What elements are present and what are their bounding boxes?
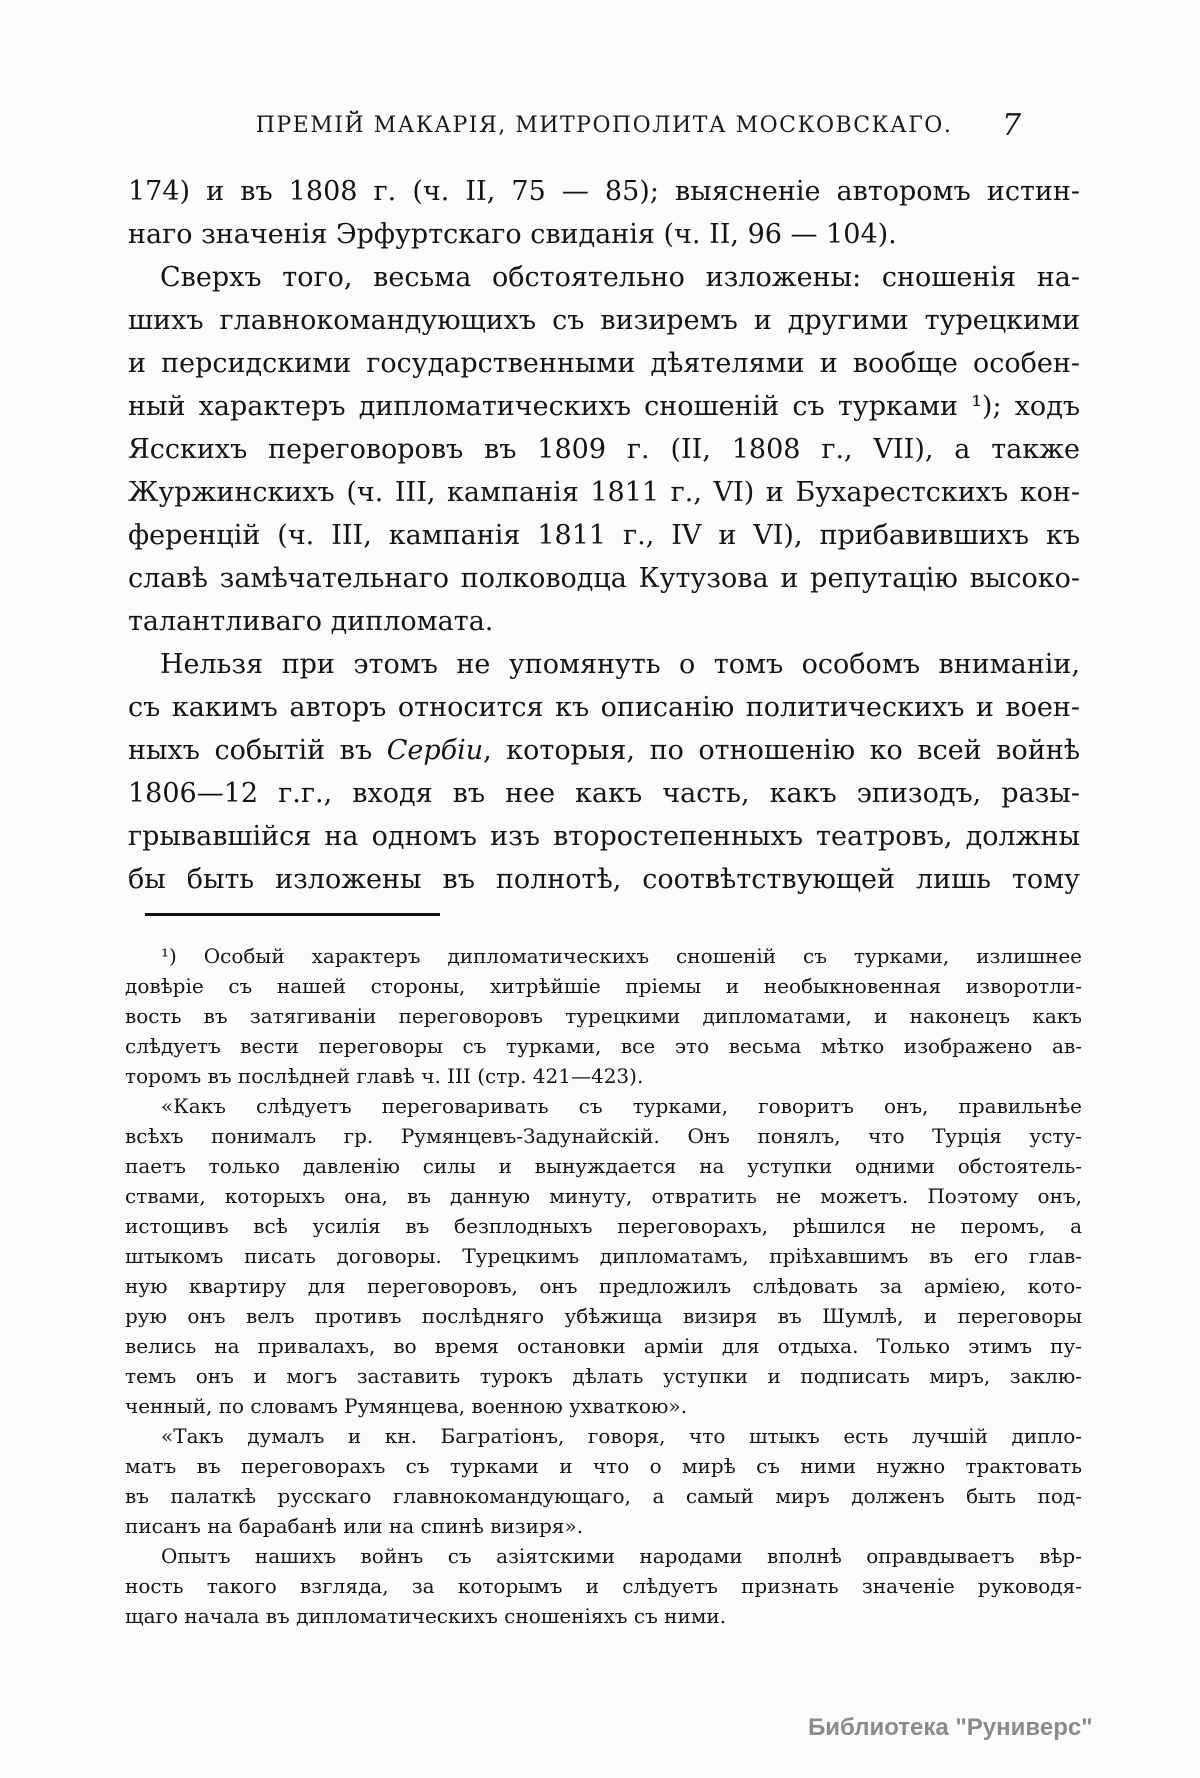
text-segment: шихъ главнокомандующихъ съ визиремъ и другими турецкими [128,305,1080,336]
footnote-line [125,1211,1082,1241]
running-head: ПРЕМІЙ МАКАРІЯ, МИТРОПОЛИТА МОСКОВСКАГО. [255,113,953,138]
main-text-line [128,471,1080,514]
text-segment: штыкомъ писать договоры. Турецкимъ дипломатамъ, пріѣхавшимъ въ его глав- [125,1244,1082,1268]
main-text-line [128,385,1080,428]
footnote-line [125,1271,1082,1301]
main-text-line [128,729,1080,772]
text-segment: Опытъ нашихъ войнъ съ азіятскими народами вполнѣ оправдываетъ вѣр- [161,1544,1082,1568]
text-segment: торомъ въ послѣдней главѣ ч. III (стр. 421—423). [125,1064,644,1088]
main-text-line [128,858,1080,901]
footnote-separator-rule [145,913,440,916]
text-segment: паетъ только давленію силы и вынуждается на уступки одними обстоятель- [125,1154,1082,1178]
footnote-line [125,1481,1082,1511]
text-segment: Нельзя при этомъ не упомянуть о томъ особомъ вниманіи, [160,649,1080,680]
footnote-line [125,1061,1082,1091]
text-segment: ¹) Особый характеръ дипломатическихъ сношеній съ турками, излишнее [161,944,1082,968]
text-segment: матъ въ переговорахъ съ турками и что о мирѣ съ ними нужно трактовать [125,1454,1082,1478]
main-text-line [128,342,1080,385]
text-segment: Ясскихъ переговоровъ въ 1809 г. (II, 1808 г., VII), а также [128,434,1080,465]
footnote-line [125,1451,1082,1481]
text-segment: , которыя, по отношенію ко всей войнѣ [483,735,1080,766]
footnote-line [125,1031,1082,1061]
main-text-line [128,815,1080,858]
text-segment: и персидскими государственными дѣятелями и вообще особен- [128,348,1080,379]
footnote-line [125,1331,1082,1361]
main-text-line [128,643,1080,686]
text-segment: бы быть изложены въ полнотѣ, соотвѣтствующей лишь тому [128,864,1080,895]
text-segment: славѣ замѣчательнаго полководца Кутузова и репутацію высоко- [128,563,1080,594]
footnote-line [125,1181,1082,1211]
footnote-line [125,1571,1082,1601]
footnote-line [125,1511,1082,1541]
text-segment: съ какимъ авторъ относится къ описанію политическихъ и воен- [128,692,1080,723]
main-text-line [128,686,1080,729]
footnote-line [125,1001,1082,1031]
main-text-line [128,428,1080,471]
text-segment: слѣдуетъ вести переговоры съ турками, все это весьма мѣтко изображено ав- [125,1034,1082,1058]
text-segment: 1806—12 г.г., входя въ нее какъ часть, какъ эпизодъ, разы- [128,778,1080,809]
text-segment: въ палаткѣ русскаго главнокомандующаго, а самый миръ долженъ быть под- [125,1484,1082,1508]
text-segment: довѣріе съ нашей стороны, хитрѣйшіе пріемы и необыкновенная изворотли- [125,974,1082,998]
main-text-line [128,600,1080,643]
footnote-line [125,1301,1082,1331]
text-segment: наго значенія Эрфуртскаго свиданія (ч. II, 96 — 104). [128,219,897,250]
text-segment: щаго начала въ дипломатическихъ сношеніяхъ съ ними. [125,1604,727,1628]
main-text-line [128,557,1080,600]
text-segment: ференцій (ч. III, кампанія 1811 г., IV и VI), прибавившихъ къ [128,520,1080,551]
text-segment: «Такъ думалъ и кн. Багратіонъ, говоря, что штыкъ есть лучшій дипло- [161,1424,1082,1448]
text-segment: рую онъ велъ противъ послѣдняго убѣжища визиря въ Шумлѣ, и переговоры [125,1304,1082,1328]
page-number: 7 [1002,108,1022,143]
footnote-line [125,1421,1082,1451]
footnote-line [125,1241,1082,1271]
main-text-line [128,772,1080,815]
text-segment: талантливаго дипломата. [128,606,494,637]
footnote-block [125,941,1082,1631]
text-segment: ченный, по словамъ Румянцева, военною ухваткою». [125,1394,687,1418]
footnote-line [125,1121,1082,1151]
main-text-line [128,256,1080,299]
main-text-block [128,170,1080,901]
text-segment: велись на привалахъ, во время остановки арміи для отдыха. Только этимъ пу- [125,1334,1082,1358]
text-segment: всѣхъ понималъ гр. Румянцевъ-Задунайскій. Онъ понялъ, что Турція усту- [125,1124,1082,1148]
footnote-line [125,971,1082,1001]
footnote-line [125,1091,1082,1121]
main-text-line [128,299,1080,342]
footnote-line [125,1601,1082,1631]
library-watermark: Библиотека "Руниверс" [808,1714,1093,1741]
text-segment: ный характеръ дипломатическихъ сношеній съ турками ¹); ходъ [128,391,1080,422]
text-segment: вость въ затягиваніи переговоровъ турецкими дипломатами, и наконецъ какъ [125,1004,1082,1028]
text-segment: ствами, которыхъ она, въ данную минуту, отвратить не можетъ. Поэтому онъ, [125,1184,1082,1208]
main-text-line [128,170,1080,213]
text-segment: ную квартиру для переговоровъ, онъ предложилъ слѣдовать за арміею, кото- [125,1274,1082,1298]
text-segment: грывавшійся на одномъ изъ второстепенныхъ театровъ, должны [128,821,1080,852]
text-segment: Журжинскихъ (ч. III, кампанія 1811 г., VI) и Бухарестскихъ кон- [128,477,1080,508]
text-segment: 174) и въ 1808 г. (ч. II, 75 — 85); выясненіе авторомъ истин- [128,176,1080,207]
footnote-line [125,941,1082,971]
text-segment: истощивъ всѣ усилія въ безплодныхъ переговорахъ, рѣшился не перомъ, а [125,1214,1082,1238]
text-segment: Сверхъ того, весьма обстоятельно изложены: сношенія на- [160,262,1080,293]
footnote-line [125,1391,1082,1421]
text-segment: «Какъ слѣдуетъ переговаривать съ турками, говоритъ онъ, правильнѣе [161,1094,1082,1118]
text-segment: темъ онъ и могъ заставить турокъ дѣлать уступки и подписать миръ, заклю- [125,1364,1082,1388]
text-segment: ность такого взгляда, за которымъ и слѣдуетъ признать значеніе руководя- [125,1574,1082,1598]
footnote-line [125,1361,1082,1391]
text-segment: ныхъ событій въ [128,735,387,766]
footnote-line [125,1151,1082,1181]
main-text-line [128,213,1080,256]
main-text-line [128,514,1080,557]
italic-text-segment: Сербіи [386,735,484,766]
footnote-line [125,1541,1082,1571]
text-segment: писанъ на барабанѣ или на спинѣ визиря». [125,1514,583,1538]
